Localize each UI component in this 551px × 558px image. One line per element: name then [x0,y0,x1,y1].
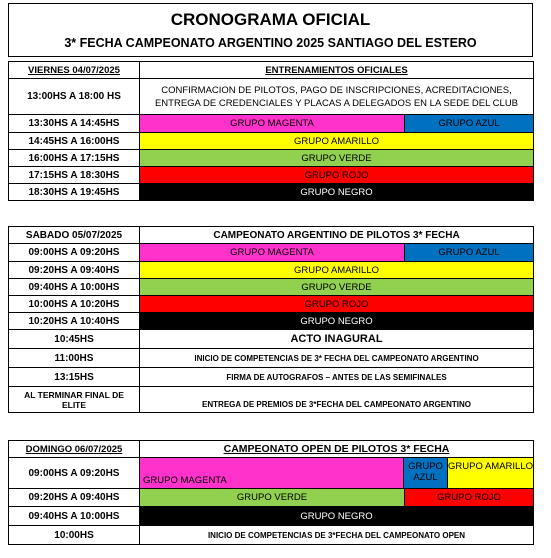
group-azul: GRUPO AZUL [405,115,533,132]
saturday-day: SABADO 05/07/2025 [9,227,140,244]
time-cell: 09:00HS A 09:20HS [9,244,140,262]
time-cell: 14:45HS A 16:00HS [9,133,140,150]
group-negro: GRUPO NEGRO [140,184,534,201]
note-line: CONFIRMACION DE PILOTOS, PAGO DE INSCRIPCIONES, ACREDITACIONES, [161,84,512,96]
time-cell: 10:00HS [9,526,140,545]
time-cell: 13:30HS A 14:45HS [9,115,140,133]
time-cell: 13:15HS [9,368,140,387]
group-split [140,115,534,133]
note-line: ENTREGA DE CREDENCIALES Y PLACAS A DELEGADOS EN LA SEDE DEL CLUB [154,97,519,109]
time-cell: 09:40HS A 10:00HS [9,507,140,526]
sunday-heading: CAMPEONATO OPEN DE PILOTOS 3* FECHA [140,441,534,458]
saturday-table [8,226,534,413]
group-verde: GRUPO VERDE [140,279,534,296]
group-split [140,244,534,262]
group-verde: GRUPO VERDE [140,489,405,506]
event-description: ENTREGA DE PREMIOS DE 3*FECHA DEL CAMPEONATO ARGENTINO [140,387,534,413]
group-magenta: GRUPO MAGENTA [140,458,404,488]
time-cell: 09:20HS A 09:40HS [9,489,140,507]
schedule-header [8,3,533,57]
time-cell: AL TERMINAR FINAL DE ELITE [9,387,140,413]
group-amarillo: GRUPO AMARILLO [140,262,534,279]
group-negro: GRUPO NEGRO [140,507,534,526]
time-cell: 10:20HS A 10:40HS [9,313,140,330]
time-cell: 13:00HS A 18:00 HS [9,79,140,115]
group-azul: GRUPO AZUL [404,458,448,488]
friday-table [8,61,534,201]
group-magenta: GRUPO MAGENTA [140,244,405,261]
group-negro: GRUPO NEGRO [140,313,534,330]
opening-ceremony: ACTO INAGURAL [140,330,534,349]
registration-note [140,79,534,115]
time-cell: 18:30HS A 19:45HS [9,184,140,201]
event-description: INICIO DE COMPETENCIAS DE 3* FECHA DEL CAMPEONATO ARGENTINO [140,349,534,368]
group-split [140,458,534,489]
time-cell: 10:45HS [9,330,140,349]
time-cell: 10:00HS A 10:20HS [9,296,140,313]
sunday-day: DOMINGO 06/07/2025 [9,441,140,458]
group-magenta: GRUPO MAGENTA [140,115,405,132]
group-amarillo: GRUPO AMARILLO [140,133,534,150]
event-description: FIRMA DE AUTOGRAFOS – ANTES DE LAS SEMIFINALES [140,368,534,387]
group-rojo: GRUPO ROJO [140,167,534,184]
sunday-table [8,440,534,545]
friday-day: VIERNES 04/07/2025 [9,62,140,79]
group-amarillo: GRUPO AMARILLO [448,458,533,488]
time-cell: 16:00HS A 17:15HS [9,150,140,167]
time-cell: 09:40HS A 10:00HS [9,279,140,296]
time-cell: 09:20HS A 09:40HS [9,262,140,279]
group-split [140,489,534,507]
group-verde: GRUPO VERDE [140,150,534,167]
time-cell: 17:15HS A 18:30HS [9,167,140,184]
friday-heading: ENTRENAMIENTOS OFICIALES [140,62,534,79]
page-subtitle: 3* FECHA CAMPEONATO ARGENTINO 2025 SANTIAGO DEL ESTERO [64,36,477,50]
page-title: CRONOGRAMA OFICIAL [170,10,371,29]
time-cell: 09:00HS A 09:20HS [9,458,140,489]
saturday-heading: CAMPEONATO ARGENTINO DE PILOTOS 3* FECHA [140,227,534,244]
time-cell: 11:00HS [9,349,140,368]
event-description: INICIO DE COMPETENCIAS DE 3*FECHA DEL CAMPEONATO OPEN [140,526,534,545]
group-azul: GRUPO AZUL [405,244,533,261]
group-rojo: GRUPO ROJO [405,489,533,506]
group-rojo: GRUPO ROJO [140,296,534,313]
